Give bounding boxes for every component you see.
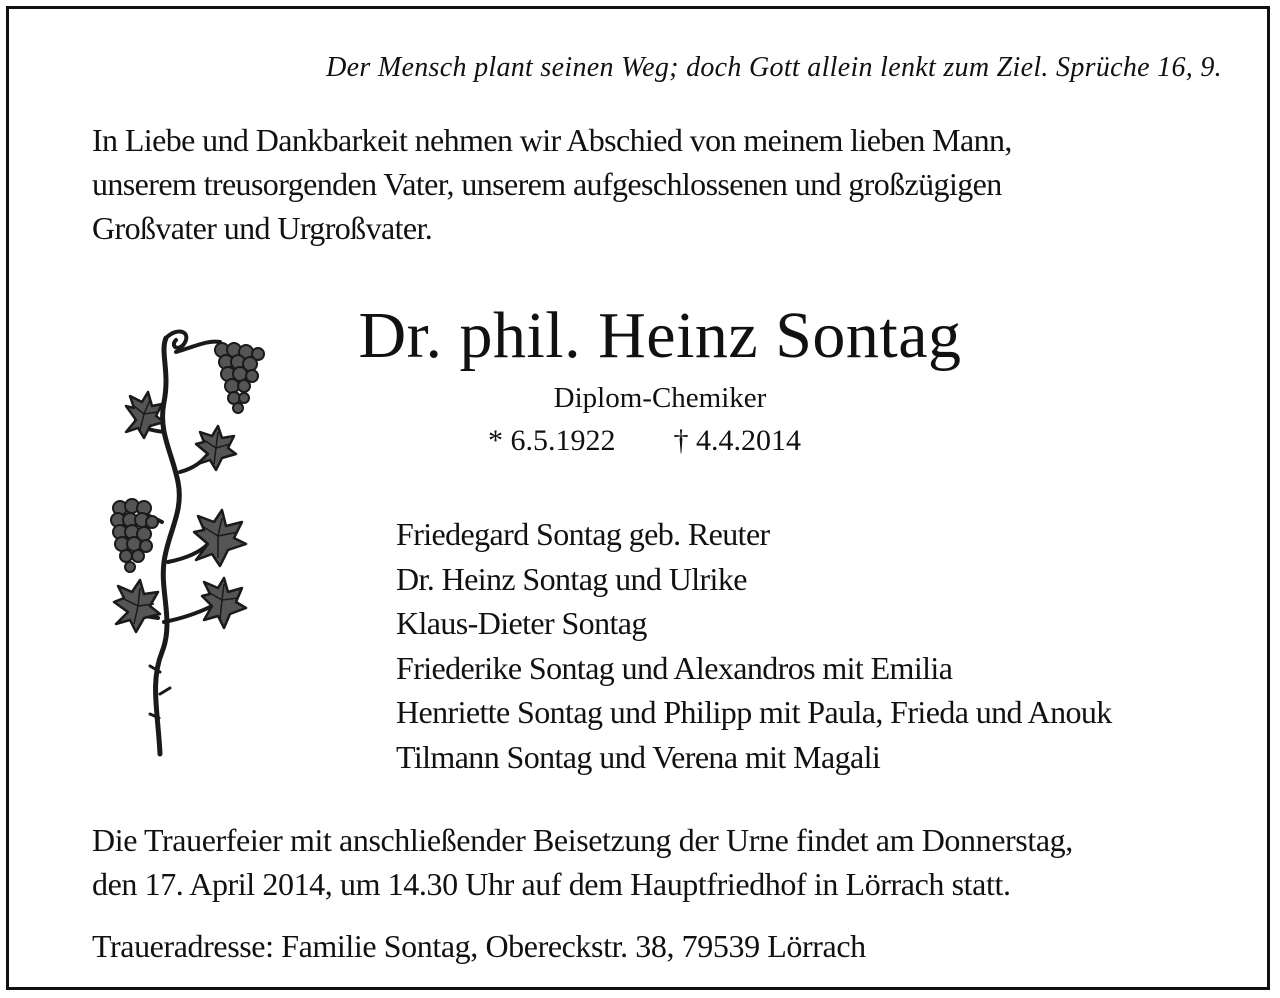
mourner-entry: Tilmann Sontag und Verena mit Magali	[396, 738, 881, 775]
funeral-line: den 17. April 2014, um 14.30 Uhr auf dem Hauptfriedhof in Lörrach statt.	[92, 866, 1011, 902]
intro-line: Großvater und Urgroßvater.	[92, 210, 433, 246]
life-dates	[488, 424, 801, 458]
intro-line: In Liebe und Dankbarkeit nehmen wir Abschied von meinem lieben Mann,	[92, 122, 1012, 158]
birth-date: * 6.5.1922	[488, 424, 616, 457]
deceased-name: Dr. phil. Heinz Sontag	[358, 299, 962, 372]
bible-verse: Der Mensch plant seinen Weg; doch Gott allein lenkt zum Ziel. Sprüche 16, 9.	[326, 52, 1222, 83]
intro-line: unserem treusorgenden Vater, unserem aufgeschlossenen und großzügigen	[92, 166, 1002, 202]
mourner-entry: Friedegard Sontag geb. Reuter	[396, 516, 770, 552]
mourner-entry: Henriette Sontag und Philipp mit Paula, Frieda und Anouk	[396, 694, 1112, 730]
grapevine-icon	[100, 322, 270, 766]
mourner-entry: Friederike Sontag und Alexandros mit Emilia	[396, 649, 953, 686]
intro-text	[92, 118, 1212, 250]
mourner-entry: Klaus-Dieter Sontag	[396, 605, 647, 641]
deceased-profession: Diplom-Chemiker	[553, 382, 767, 414]
death-date: † 4.4.2014	[673, 424, 801, 457]
mourning-address: Traueradresse: Familie Sontag, Obereckstr. 38, 79539 Lörrach	[92, 928, 866, 964]
funeral-details	[92, 818, 1073, 906]
mourners-list	[396, 512, 1112, 779]
mourner-entry: Dr. Heinz Sontag und Ulrike	[396, 560, 747, 597]
funeral-line: Die Trauerfeier mit anschließender Beisetzung der Urne findet am Donnerstag,	[92, 822, 1073, 858]
